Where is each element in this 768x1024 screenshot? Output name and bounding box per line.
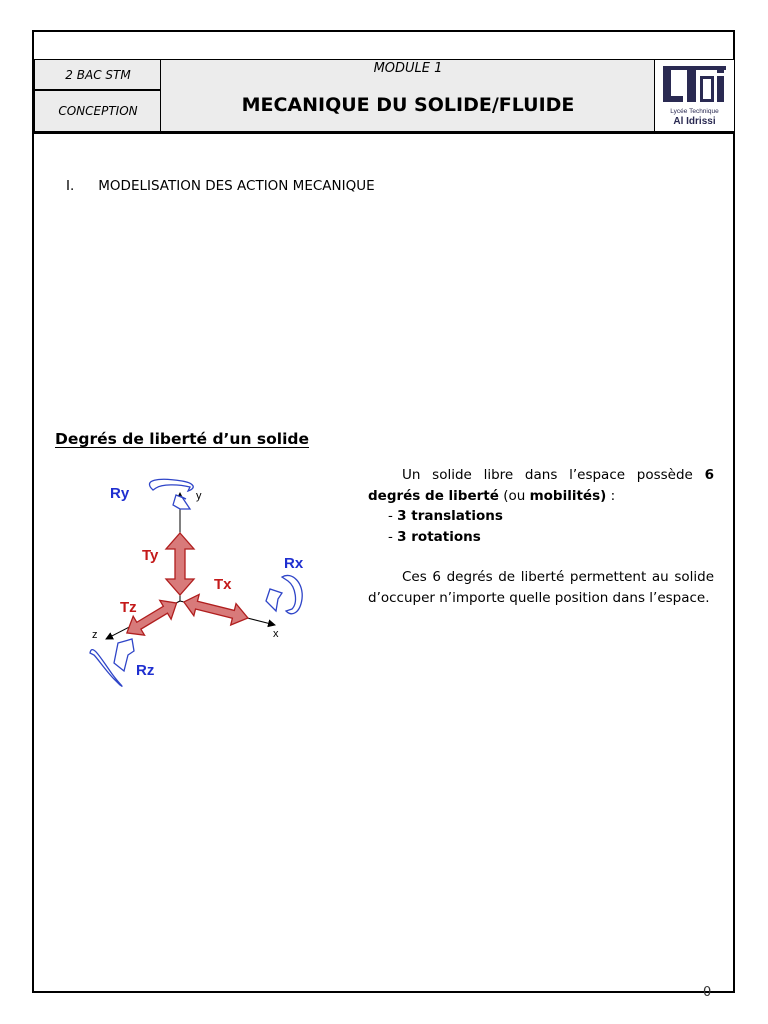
- bullet-dash: -: [388, 528, 398, 545]
- tx-label: Tx: [214, 576, 232, 593]
- ty-arrow: [166, 533, 194, 595]
- dof-paragraph-1: [368, 465, 714, 506]
- bullet-dash: -: [388, 508, 398, 524]
- logo-school-line2: Al Idrissi: [673, 116, 716, 127]
- axis-x-label: x: [273, 628, 279, 640]
- subject-label: CONCEPTION: [58, 104, 138, 118]
- page-number: 0: [703, 985, 712, 1000]
- para1-bold-a: 6 degrés de liberté: [368, 467, 714, 504]
- axis-z-label: z: [92, 629, 98, 641]
- para1-text-c: :: [606, 487, 616, 504]
- ty-label: Ty: [142, 547, 159, 564]
- bullet-label: 3 translations: [397, 508, 503, 524]
- para1-bold-b: mobilités): [529, 487, 607, 504]
- document-title: MECANIQUE DU SOLIDE/FLUIDE: [241, 94, 575, 116]
- title-cell: [160, 59, 656, 132]
- axis-y-label: y: [196, 490, 202, 502]
- dof-paragraph-2: Ces 6 degrés de liberté permettent au solide d’occuper n’importe quelle position dans l’espace.: [368, 569, 714, 606]
- header-divider: [34, 132, 733, 134]
- ry-label: Ry: [110, 485, 130, 502]
- section-heading: [66, 178, 375, 194]
- logo-cell: [654, 59, 735, 132]
- para1-text-b: (ou: [498, 487, 530, 504]
- level-cell: [34, 59, 162, 90]
- list-item: [388, 506, 503, 527]
- rz-rotation-icon: [90, 639, 134, 686]
- section-number: I.: [66, 178, 75, 194]
- bullet-label: 3 rotations: [397, 528, 481, 545]
- section-title: MODELISATION DES ACTION MECANIQUE: [98, 178, 375, 194]
- logo-school-line1: Lycée Technique: [670, 108, 719, 115]
- list-item: [388, 527, 503, 548]
- module-label: MODULE 1: [373, 61, 443, 76]
- para1-text-a: Un solide libre dans l’espace possède: [402, 467, 705, 483]
- tz-label: Tz: [120, 599, 137, 616]
- rz-label: Rz: [136, 662, 155, 679]
- subject-cell: [34, 90, 162, 132]
- rx-label: Rx: [284, 555, 304, 572]
- tx-arrow: [181, 591, 250, 628]
- school-logo: [655, 60, 734, 131]
- ry-rotation-icon: [149, 479, 193, 509]
- dof-diagram: [70, 475, 340, 695]
- dof-heading: Degrés de liberté d’un solide: [55, 430, 310, 448]
- rx-rotation-icon: [266, 575, 302, 613]
- dof-bullet-list: [388, 506, 503, 547]
- level-label: 2 BAC STM: [65, 67, 131, 82]
